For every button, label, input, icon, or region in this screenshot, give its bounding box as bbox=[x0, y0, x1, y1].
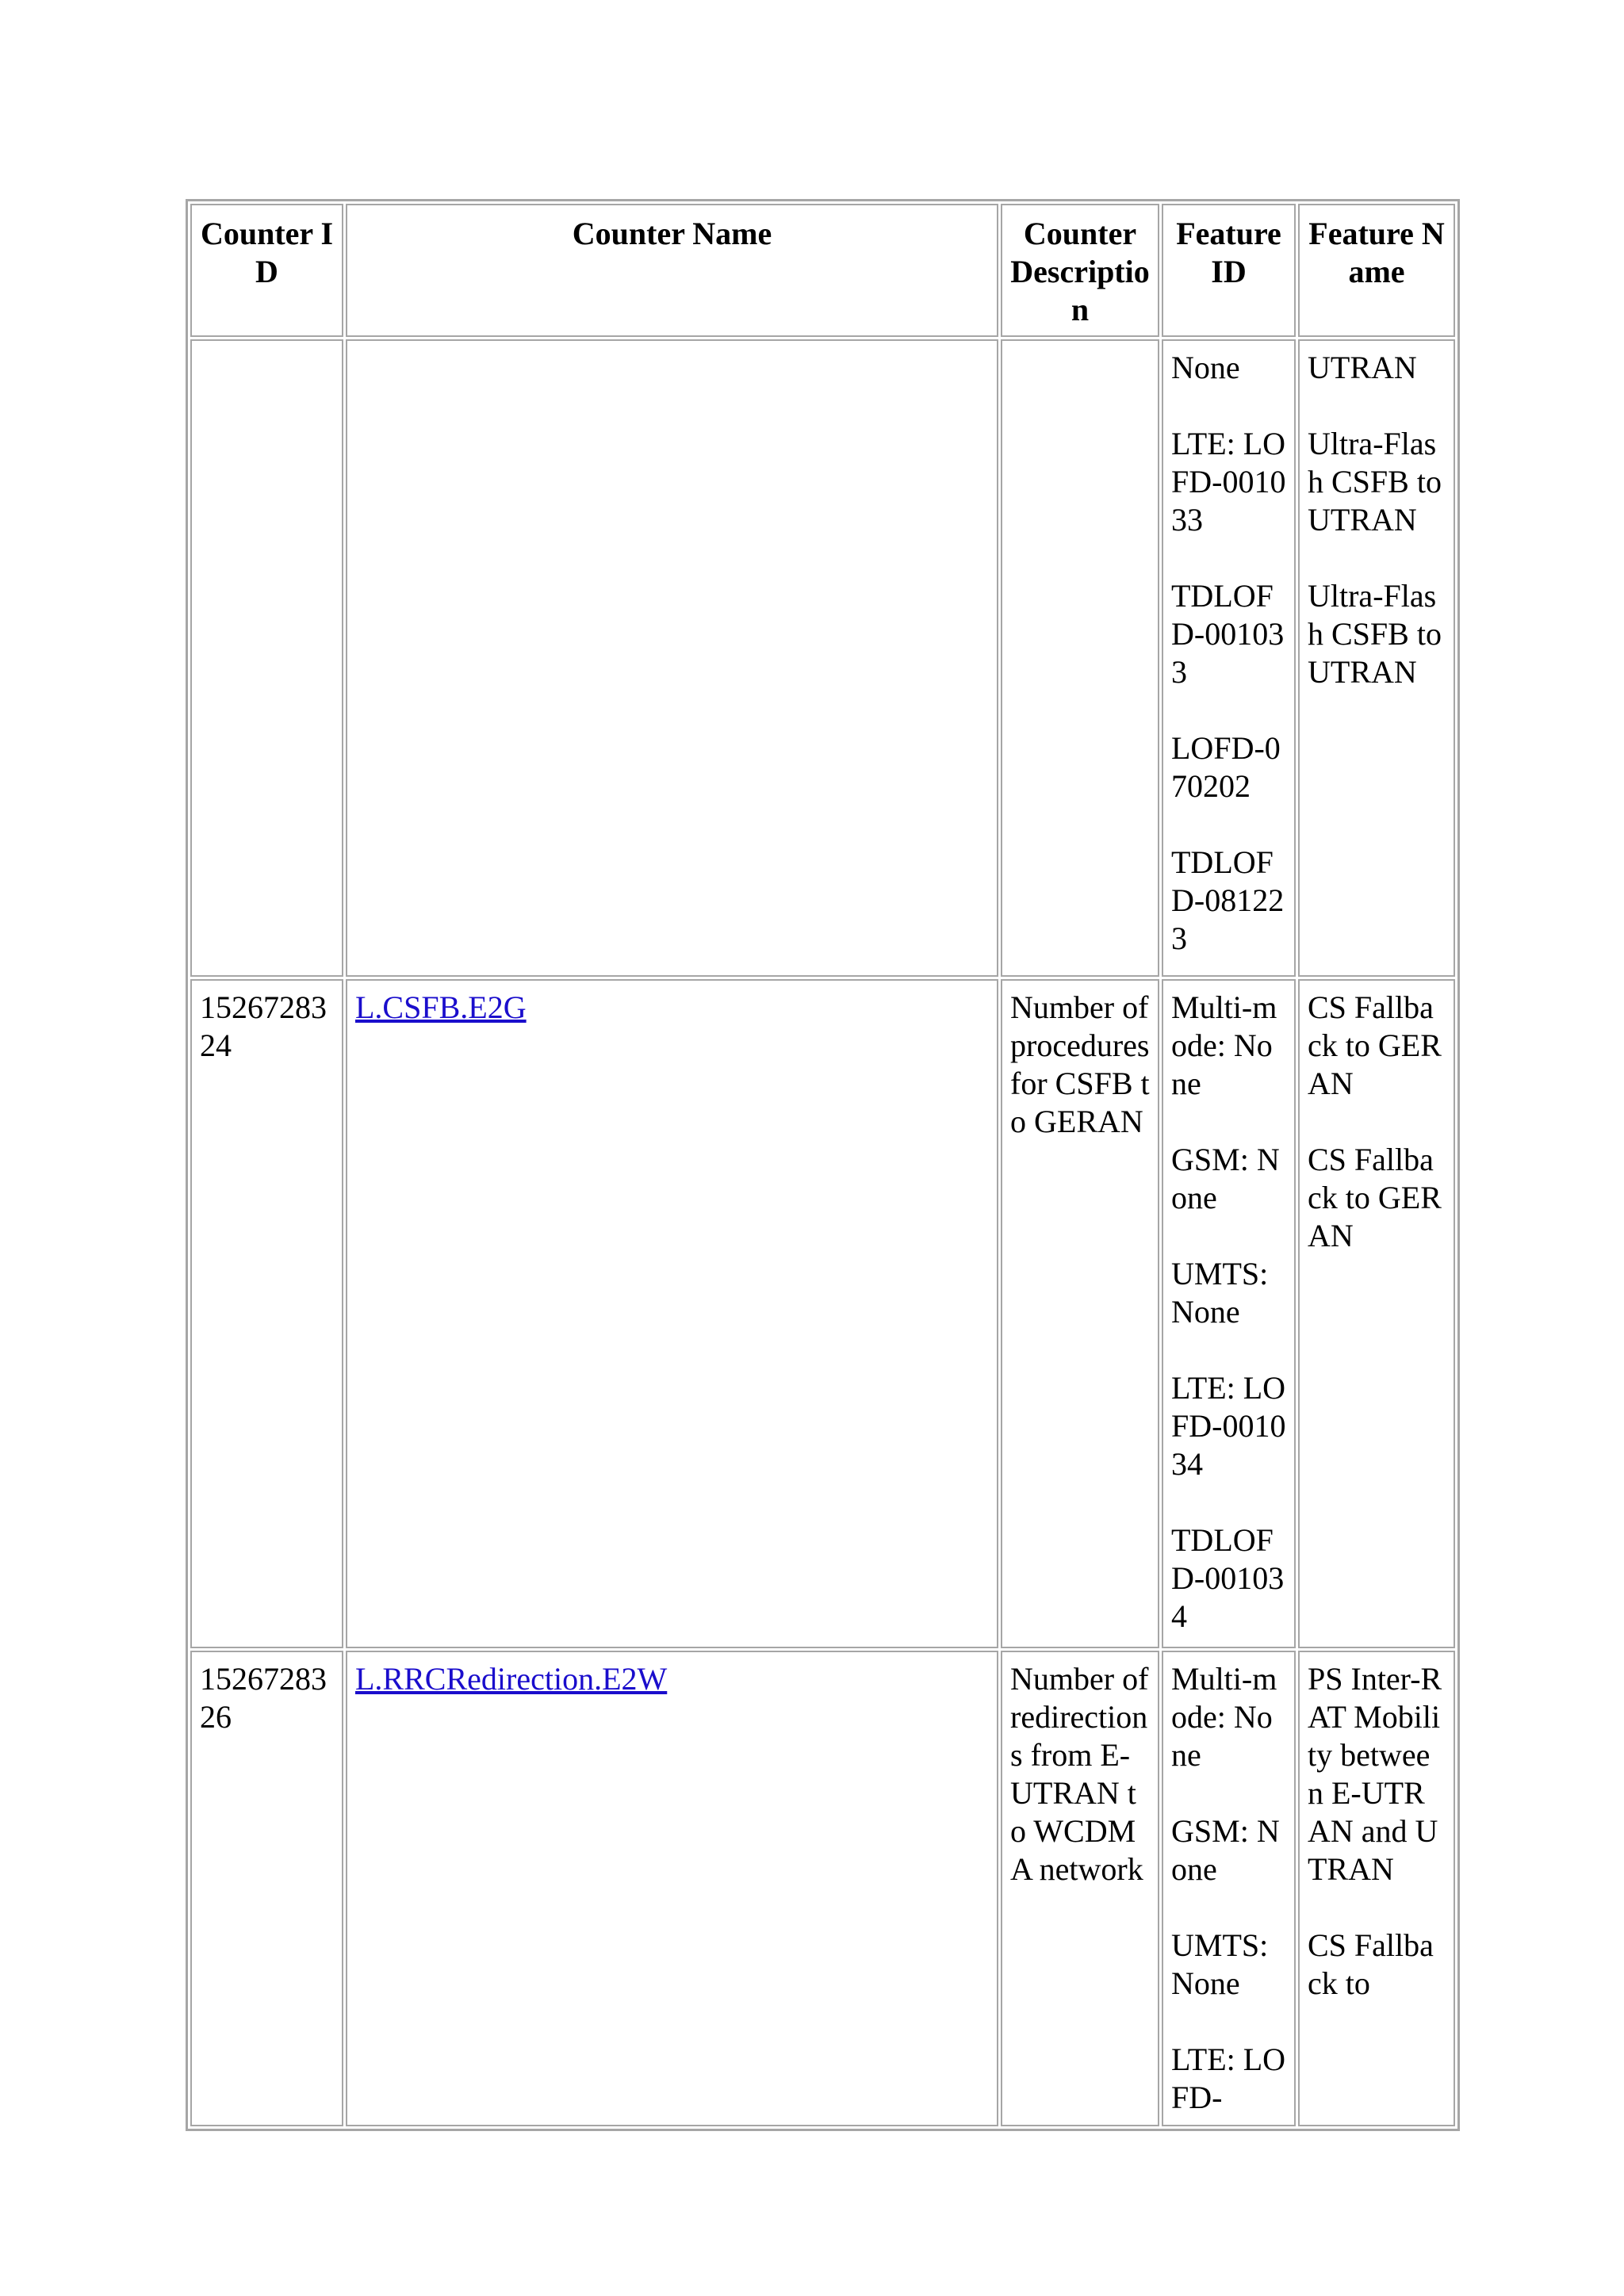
feature-id-entry: GSM: None bbox=[1171, 1813, 1280, 1887]
counter-table bbox=[186, 199, 1460, 2131]
counter-name-link[interactable]: L.CSFB.E2G bbox=[355, 989, 527, 1025]
counter-name-cell bbox=[346, 1651, 998, 2126]
counter-id-cell bbox=[190, 339, 343, 977]
counter-name-link[interactable]: L.RRCRedirection.E2W bbox=[355, 1661, 668, 1697]
header-feature-id: Feature ID bbox=[1162, 204, 1296, 337]
table-header-row bbox=[190, 204, 1455, 337]
feature-name-entry: Ultra-Flash CSFB to UTRAN bbox=[1308, 578, 1442, 690]
header-counter-id: Counter ID bbox=[190, 204, 343, 337]
feature-name-cell bbox=[1298, 979, 1455, 1648]
feature-id-entry: TDLOFD-001034 bbox=[1171, 1522, 1285, 1634]
header-counter-name: Counter Name bbox=[346, 204, 998, 337]
feature-id-entry: Multi-mode: None bbox=[1171, 989, 1277, 1101]
feature-name-entry: CS Fallback to GERAN bbox=[1308, 989, 1442, 1101]
feature-id-entry: LTE: LOFD- bbox=[1171, 2042, 1286, 2115]
feature-id-cell bbox=[1162, 339, 1296, 977]
feature-id-entry: Multi-mode: None bbox=[1171, 1661, 1277, 1773]
counter-name-cell bbox=[346, 979, 998, 1648]
table-row bbox=[190, 979, 1455, 1648]
feature-name-entry: Ultra-Flash CSFB to UTRAN bbox=[1308, 426, 1442, 538]
counter-description-cell: Number of procedures for CSFB to GERAN bbox=[1001, 979, 1159, 1648]
feature-id-cell bbox=[1162, 979, 1296, 1648]
counter-name-cell bbox=[346, 339, 998, 977]
feature-id-entry: UMTS: None bbox=[1171, 1927, 1269, 2001]
feature-id-entry: UMTS: None bbox=[1171, 1256, 1269, 1330]
counter-description-cell bbox=[1001, 339, 1159, 977]
counter-description-cell: Number of redirections from E-UTRAN to WCDMA network bbox=[1001, 1651, 1159, 2126]
feature-name-entry: UTRAN bbox=[1308, 350, 1417, 385]
table-row bbox=[190, 339, 1455, 977]
feature-id-entry: TDLOFD-081223 bbox=[1171, 844, 1285, 956]
feature-id-entry: LOFD-070202 bbox=[1171, 730, 1281, 804]
header-counter-description: Counter Description bbox=[1001, 204, 1159, 337]
header-feature-name: Feature Name bbox=[1298, 204, 1455, 337]
feature-id-entry: LTE: LOFD-001034 bbox=[1171, 1370, 1286, 1482]
counter-id-cell: 1526728324 bbox=[190, 979, 343, 1648]
table-row bbox=[190, 1651, 1455, 2126]
feature-id-entry: TDLOFD-001033 bbox=[1171, 578, 1285, 690]
feature-id-entry: LTE: LOFD-001033 bbox=[1171, 426, 1286, 538]
feature-name-entry: CS Fallback to GERAN bbox=[1308, 1142, 1442, 1253]
feature-id-entry: None bbox=[1171, 350, 1240, 385]
feature-name-cell bbox=[1298, 1651, 1455, 2126]
feature-name-entry: PS Inter-RAT Mobility between E-UTRAN and UTRAN bbox=[1308, 1661, 1442, 1887]
feature-name-cell bbox=[1298, 339, 1455, 977]
feature-name-entry: CS Fallback to bbox=[1308, 1927, 1434, 2001]
counter-id-cell: 1526728326 bbox=[190, 1651, 343, 2126]
feature-id-cell bbox=[1162, 1651, 1296, 2126]
feature-id-entry: GSM: None bbox=[1171, 1142, 1280, 1215]
